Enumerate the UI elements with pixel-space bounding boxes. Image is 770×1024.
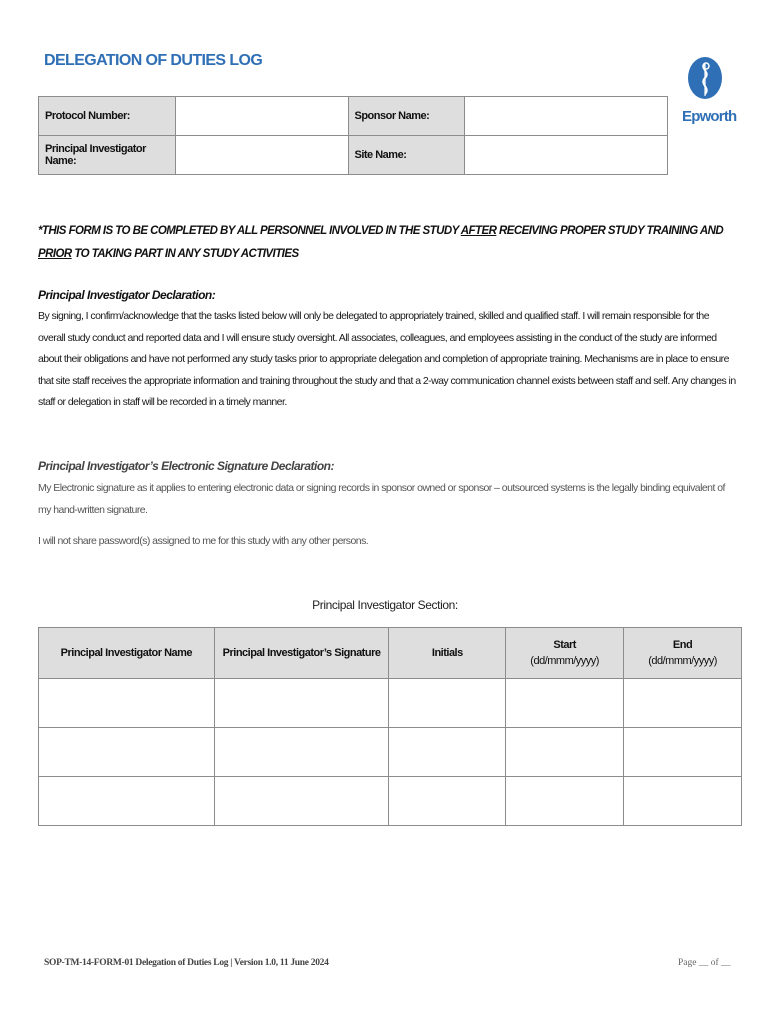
sponsor-name-label: Sponsor Name: <box>348 97 465 136</box>
table-row <box>39 679 742 728</box>
page-title: DELEGATION OF DUTIES LOG <box>44 52 263 69</box>
notice-after: AFTER <box>460 225 497 237</box>
sponsor-name-field[interactable] <box>465 97 668 136</box>
table-row <box>39 728 742 777</box>
notice-prior: PRIOR <box>38 248 72 260</box>
start-format: (dd/mmm/yyyy) <box>530 655 599 667</box>
pi-name-label: Principal Investigator Name: <box>39 136 176 175</box>
pi-name-cell[interactable] <box>39 679 215 728</box>
esig-declaration-heading: Principal Investigator’s Electronic Signature Declaration: <box>38 459 334 473</box>
notice-text-1: *THIS FORM IS TO BE COMPLETED BY ALL PERSONNEL INVOLVED IN THE STUDY <box>38 225 461 237</box>
col-header-pi-signature: Principal Investigator’s Signature <box>214 628 389 679</box>
protocol-number-label: Protocol Number: <box>39 97 176 136</box>
study-info-table <box>38 96 668 175</box>
pi-signature-cell[interactable] <box>214 777 389 826</box>
col-header-pi-name: Principal Investigator Name <box>39 628 215 679</box>
end-date-cell[interactable] <box>624 728 742 777</box>
notice-text-2: RECEIVING PROPER STUDY TRAINING AND <box>496 225 724 237</box>
start-label: Start <box>553 639 576 651</box>
footer-page-number: Page __ of __ <box>678 958 731 968</box>
logo-wordmark: Epworth <box>682 108 737 125</box>
pi-signature-cell[interactable] <box>214 728 389 777</box>
end-label: End <box>672 639 693 651</box>
end-date-cell[interactable] <box>624 679 742 728</box>
pi-signature-cell[interactable] <box>214 679 389 728</box>
protocol-number-field[interactable] <box>175 97 348 136</box>
table-row <box>39 777 742 826</box>
initials-cell[interactable] <box>389 679 506 728</box>
footer-document-reference: SOP-TM-14-FORM-01 Delegation of Duties Log | Version 1.0, 11 June 2024 <box>44 958 329 968</box>
col-header-end <box>624 628 742 679</box>
start-date-cell[interactable] <box>506 728 624 777</box>
pi-name-field[interactable] <box>175 136 348 175</box>
pi-declaration-heading: Principal Investigator Declaration: <box>38 288 216 302</box>
end-date-cell[interactable] <box>624 777 742 826</box>
esig-declaration-text: My Electronic signature as it applies to entering electronic data or signing records in sponsor owned or sponsor – outsourced systems is the legally binding equivalent of my hand-written signature. <box>38 482 725 516</box>
col-header-start <box>506 628 624 679</box>
pi-section-title: Principal Investigator Section: <box>312 598 458 612</box>
initials-cell[interactable] <box>389 728 506 777</box>
site-name-label: Site Name: <box>348 136 465 175</box>
initials-cell[interactable] <box>389 777 506 826</box>
pi-name-cell[interactable] <box>39 777 215 826</box>
pi-declaration-text: By signing, I confirm/acknowledge that the tasks listed below will only be delegated to appropriately trained, skilled and qualified staff. I will remain responsible for the overall study conduct and reported data and I will ensure study oversight. All associates, colleagues, and employees assisting in the conduct of the study are informed about their obligations and have not performed any study tasks prior to appropriate delegation and completion of appropriate training. Mechanisms are in place to ensure that site staff receives the appropriate information and training throughout the study and that a 2-way communication channel exists between staff and self. Any changes in staff or delegation in staff will be recorded in a timely manner. <box>38 310 736 408</box>
end-format: (dd/mmm/yyyy) <box>648 655 717 667</box>
esig-password-text: I will not share password(s) assigned to me for this study with any other persons. <box>38 535 369 547</box>
col-header-initials: Initials <box>389 628 506 679</box>
pi-name-cell[interactable] <box>39 728 215 777</box>
site-name-field[interactable] <box>465 136 668 175</box>
start-date-cell[interactable] <box>506 777 624 826</box>
notice-text-3: TO TAKING PART IN ANY STUDY ACTIVITIES <box>71 248 299 260</box>
start-date-cell[interactable] <box>506 679 624 728</box>
completion-notice <box>38 220 728 266</box>
pi-section-table <box>38 627 742 826</box>
